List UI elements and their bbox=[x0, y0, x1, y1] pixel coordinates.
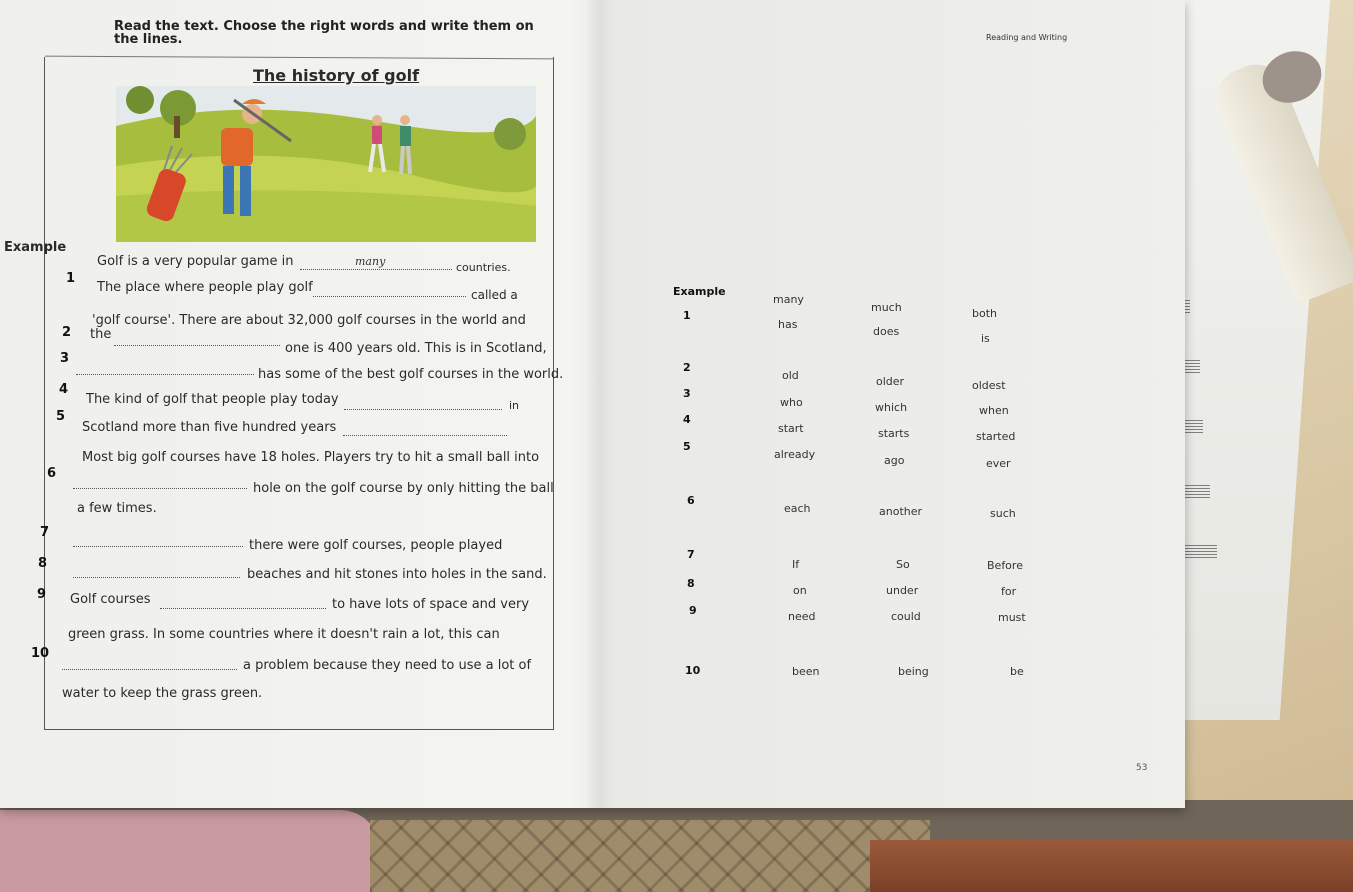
option-5a[interactable]: already bbox=[774, 448, 816, 461]
question-number-8: 8 bbox=[38, 556, 48, 571]
answer-line-7[interactable] bbox=[73, 545, 243, 547]
options-number-1: 1 bbox=[683, 309, 691, 322]
example-text-a: Golf is a very popular game in bbox=[97, 254, 294, 269]
option-1c[interactable]: is bbox=[981, 332, 990, 345]
line-9a: Golf courses bbox=[70, 592, 151, 607]
example-text-b: countries. bbox=[456, 261, 511, 274]
line-9c: green grass. In some countries where it doesn't rain a lot, this can bbox=[68, 627, 500, 642]
options-example-label: Example bbox=[673, 285, 726, 298]
option-6b[interactable]: another bbox=[879, 505, 923, 518]
golfer-shirt bbox=[221, 128, 253, 166]
options-number-8: 8 bbox=[687, 577, 695, 590]
options-number-3: 3 bbox=[683, 387, 691, 400]
line-5a: Scotland more than five hundred years bbox=[82, 420, 337, 435]
pink-fabric bbox=[0, 810, 380, 892]
option-example-c: both bbox=[972, 307, 997, 320]
answer-line-8[interactable] bbox=[73, 576, 240, 578]
line-9b: to have lots of space and very bbox=[332, 597, 530, 612]
option-example-b: much bbox=[871, 301, 902, 314]
option-5c[interactable]: ever bbox=[986, 457, 1011, 470]
option-7a[interactable]: If bbox=[792, 558, 800, 571]
options-number-7: 7 bbox=[687, 548, 695, 561]
answer-line-4[interactable] bbox=[344, 408, 502, 410]
option-9a[interactable]: need bbox=[788, 610, 816, 623]
golf-illustration bbox=[116, 86, 536, 242]
line-2a: the bbox=[90, 327, 112, 342]
question-number-4: 4 bbox=[59, 382, 69, 397]
option-8a[interactable]: on bbox=[793, 584, 807, 597]
question-number-5: 5 bbox=[56, 409, 66, 424]
question-number-3: 3 bbox=[60, 351, 70, 366]
line-10a: a problem because they need to use a lot of bbox=[243, 658, 532, 673]
option-4a[interactable]: start bbox=[778, 422, 804, 435]
option-8c[interactable]: for bbox=[1001, 585, 1017, 598]
option-9c[interactable]: must bbox=[998, 611, 1026, 624]
line-6a: hole on the golf course by only hitting the ball bbox=[253, 481, 554, 496]
golf-scene-svg bbox=[116, 86, 536, 242]
options-number-9: 9 bbox=[689, 604, 697, 617]
section-label: Reading and Writing bbox=[986, 33, 1068, 42]
instruction-line-1: Read the text. Choose the right words and write them on bbox=[114, 19, 534, 34]
option-2b[interactable]: older bbox=[876, 375, 905, 388]
question-number-7: 7 bbox=[40, 525, 50, 540]
page-number: 53 bbox=[1136, 763, 1148, 773]
options-number-2: 2 bbox=[683, 361, 691, 374]
answer-line-3[interactable] bbox=[76, 373, 254, 375]
option-example-a: many bbox=[773, 293, 804, 306]
option-6a[interactable]: each bbox=[784, 502, 811, 515]
option-4b[interactable]: starts bbox=[878, 427, 910, 440]
answer-line-2[interactable] bbox=[114, 344, 280, 346]
question-number-6: 6 bbox=[47, 466, 57, 481]
question-number-1: 1 bbox=[66, 271, 76, 286]
option-4c[interactable]: started bbox=[976, 430, 1016, 443]
line-10b: water to keep the grass green. bbox=[62, 686, 263, 701]
options-number-6: 6 bbox=[687, 494, 695, 507]
options-number-5: 5 bbox=[683, 440, 691, 453]
option-9b[interactable]: could bbox=[891, 610, 921, 623]
instruction-line-2: the lines. bbox=[114, 32, 183, 47]
line-1c: 'golf course'. There are about 32,000 golf courses in the world and bbox=[92, 313, 526, 328]
options-number-10: 10 bbox=[685, 664, 701, 677]
options-number-4: 4 bbox=[683, 413, 691, 426]
answer-line-10[interactable] bbox=[62, 668, 237, 670]
option-2c[interactable]: oldest bbox=[972, 379, 1006, 392]
story-title: The history of golf bbox=[253, 66, 420, 85]
line-3a: has some of the best golf courses in the world. bbox=[258, 367, 564, 382]
option-1b[interactable]: does bbox=[873, 325, 900, 338]
option-1a[interactable]: has bbox=[778, 318, 798, 331]
option-5b[interactable]: ago bbox=[884, 454, 905, 467]
line-6b: a few times. bbox=[77, 501, 157, 516]
question-number-10: 10 bbox=[31, 646, 50, 661]
line-1a: The place where people play golf bbox=[97, 280, 313, 295]
option-2a[interactable]: old bbox=[782, 369, 799, 382]
story-example-label: Example bbox=[4, 240, 67, 255]
line-1b: called a bbox=[471, 288, 518, 302]
example-answer: many bbox=[355, 255, 386, 268]
option-10c[interactable]: be bbox=[1010, 665, 1024, 678]
answer-line-6[interactable] bbox=[73, 487, 247, 489]
line-6-pre: Most big golf courses have 18 holes. Players try to hit a small ball into bbox=[82, 450, 540, 465]
wooden-board bbox=[870, 840, 1353, 892]
option-7b[interactable]: So bbox=[896, 558, 910, 571]
woven-mat bbox=[370, 820, 930, 892]
question-number-9: 9 bbox=[37, 587, 47, 602]
line-7a: there were golf courses, people played bbox=[249, 538, 503, 553]
book-gutter bbox=[585, 0, 615, 808]
option-3c[interactable]: when bbox=[979, 404, 1009, 417]
option-3a[interactable]: who bbox=[780, 396, 803, 409]
option-10a[interactable]: been bbox=[792, 665, 820, 678]
answer-line-9[interactable] bbox=[160, 607, 326, 609]
option-6c[interactable]: such bbox=[990, 507, 1016, 520]
option-3b[interactable]: which bbox=[875, 401, 908, 414]
question-number-2: 2 bbox=[62, 325, 72, 340]
line-4b: in bbox=[509, 399, 520, 412]
line-2b: one is 400 years old. This is in Scotland, bbox=[285, 341, 547, 356]
line-8a: beaches and hit stones into holes in the sand. bbox=[247, 567, 547, 582]
answer-line-1[interactable] bbox=[313, 295, 466, 297]
option-10b[interactable]: being bbox=[898, 665, 929, 678]
line-4a: The kind of golf that people play today bbox=[86, 392, 339, 407]
option-7c[interactable]: Before bbox=[987, 559, 1023, 572]
answer-line-5[interactable] bbox=[343, 434, 507, 436]
option-8b[interactable]: under bbox=[886, 584, 919, 597]
